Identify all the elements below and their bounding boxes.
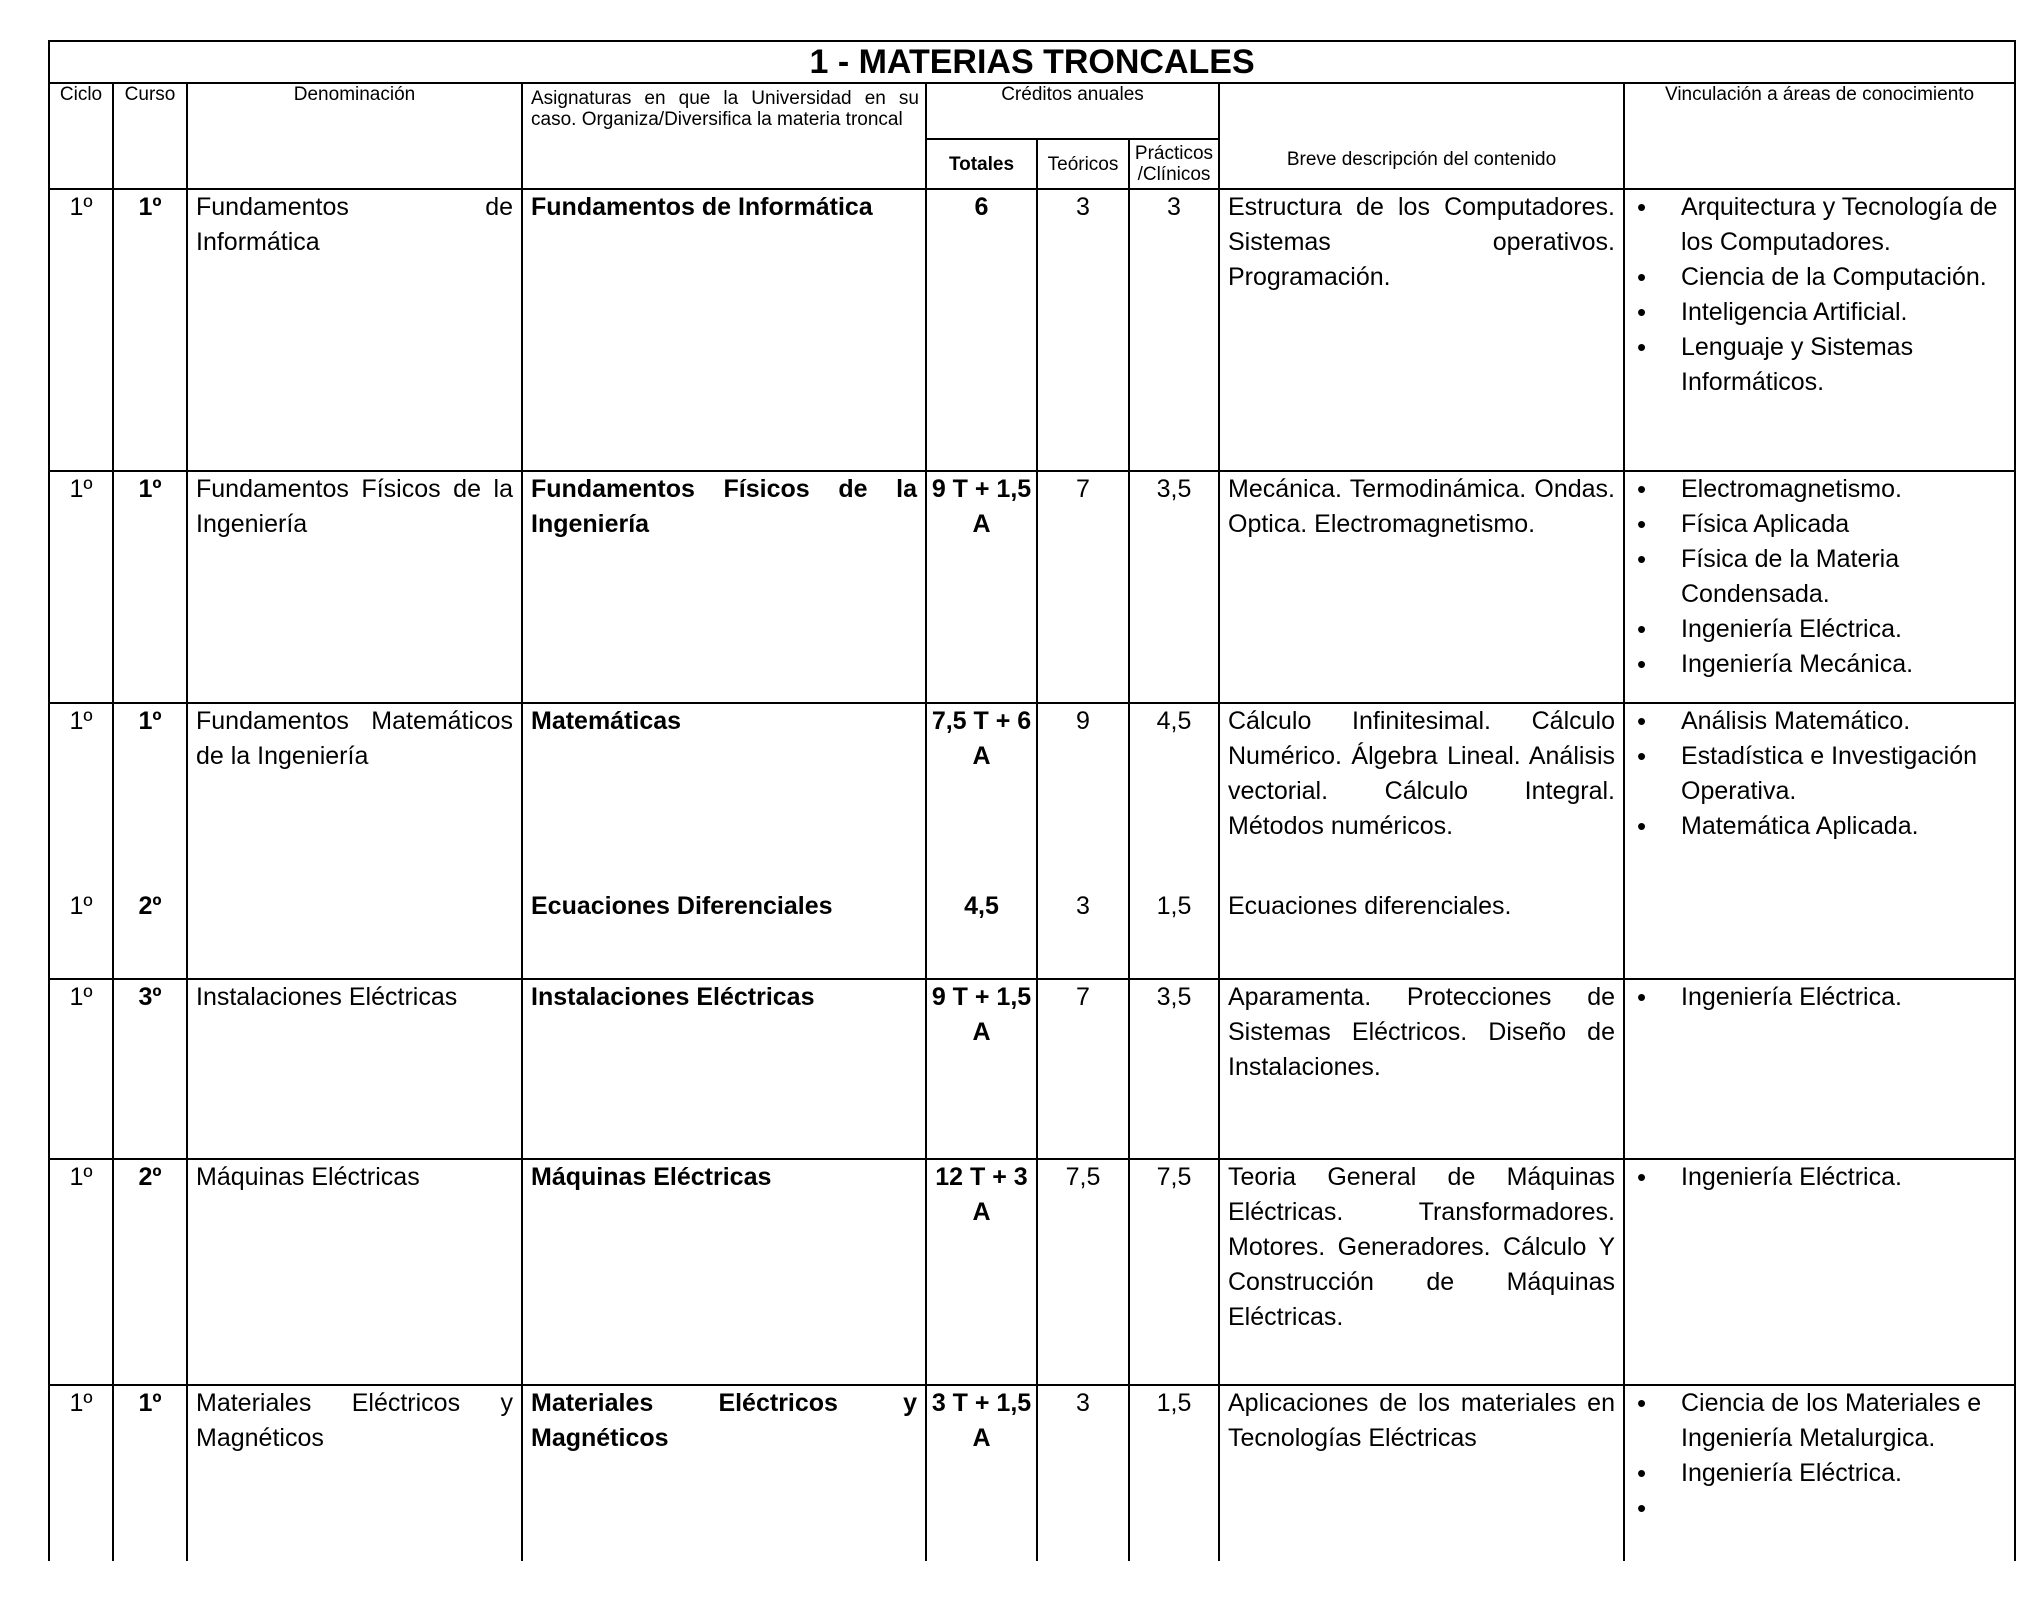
teoricos-cell: 7 bbox=[1037, 471, 1129, 703]
teoricos-cell: 3 bbox=[1037, 189, 1129, 471]
ciclo-cell: 1º bbox=[49, 889, 113, 979]
header-totales: Totales bbox=[926, 139, 1037, 189]
totales-cell: 7,5 T + 6 A bbox=[926, 703, 1037, 889]
area-item: • Estadística e Investigación Operativa. bbox=[1625, 739, 2014, 809]
denominacion-cell: Máquinas Eléctricas bbox=[187, 1159, 522, 1385]
table-row bbox=[49, 1159, 2015, 1385]
totales-cell: 12 T + 3 A bbox=[926, 1159, 1037, 1385]
table-row bbox=[49, 471, 2015, 703]
header-teoricos: Teóricos bbox=[1037, 139, 1129, 189]
curso-cell: 2º bbox=[113, 889, 187, 979]
practicos-cell: 7,5 bbox=[1129, 1159, 1219, 1385]
teoricos-cell: 7 bbox=[1037, 979, 1129, 1159]
asignatura-cell: Ecuaciones Diferenciales bbox=[522, 889, 926, 979]
areas-list bbox=[1625, 472, 2014, 682]
area-item: • Ciencia de la Computación. bbox=[1625, 260, 2014, 295]
curso-cell: 1º bbox=[113, 189, 187, 471]
materias-troncales-table bbox=[48, 40, 2016, 1561]
practicos-cell: 1,5 bbox=[1129, 1385, 1219, 1561]
area-item: • Física Aplicada bbox=[1625, 507, 2014, 542]
areas-cell bbox=[1624, 189, 2015, 471]
area-item: • Análisis Matemático. bbox=[1625, 704, 2014, 739]
denominacion-cell bbox=[187, 889, 522, 979]
areas-list bbox=[1625, 190, 2014, 400]
asignatura-cell: Matemáticas bbox=[522, 703, 926, 889]
table-row bbox=[49, 979, 2015, 1159]
denominacion-cell: Fundamentos Matemáticos de la Ingeniería bbox=[187, 703, 522, 889]
descripcion-cell: Estructura de los Computadores. Sistemas operativos. Programación. bbox=[1219, 189, 1624, 471]
descripcion-cell: Mecánica. Termodinámica. Ondas. Optica. Electromagnetismo. bbox=[1219, 471, 1624, 703]
areas-cell bbox=[1624, 979, 2015, 1159]
teoricos-cell: 9 bbox=[1037, 703, 1129, 889]
header-descripcion: Breve descripción del contenido bbox=[1219, 83, 1624, 189]
ciclo-cell: 1º bbox=[49, 979, 113, 1159]
table-row bbox=[49, 703, 2015, 889]
practicos-cell: 1,5 bbox=[1129, 889, 1219, 979]
table-row bbox=[49, 889, 2015, 979]
denominacion-cell: Materiales Eléctricos y Magnéticos bbox=[187, 1385, 522, 1561]
asignatura-cell: Instalaciones Eléctricas bbox=[522, 979, 926, 1159]
curso-cell: 2º bbox=[113, 1159, 187, 1385]
asignatura-cell: Fundamentos de Informática bbox=[522, 189, 926, 471]
teoricos-cell: 3 bbox=[1037, 1385, 1129, 1561]
ciclo-cell: 1º bbox=[49, 1159, 113, 1385]
area-item: • Electromagnetismo. bbox=[1625, 472, 2014, 507]
ciclo-cell: 1º bbox=[49, 189, 113, 471]
asignatura-cell: Fundamentos Físicos de la Ingeniería bbox=[522, 471, 926, 703]
area-item: • Inteligencia Artificial. bbox=[1625, 295, 2014, 330]
areas-cell bbox=[1624, 1385, 2015, 1561]
area-item: • Ingeniería Eléctrica. bbox=[1625, 1160, 2014, 1195]
header-asignaturas: Asignaturas en que la Universidad en su caso. Organiza/Diversifica la materia troncal bbox=[522, 83, 926, 189]
area-item: • Ingeniería Eléctrica. bbox=[1625, 612, 2014, 647]
area-item bbox=[1625, 1491, 2014, 1526]
table-row bbox=[49, 1385, 2015, 1561]
asignatura-cell: Materiales Eléctricos y Magnéticos bbox=[522, 1385, 926, 1561]
teoricos-cell: 7,5 bbox=[1037, 1159, 1129, 1385]
area-item: • Ingeniería Eléctrica. bbox=[1625, 980, 2014, 1015]
areas-cell bbox=[1624, 889, 2015, 979]
areas-list bbox=[1625, 1160, 2014, 1195]
asignatura-cell: Máquinas Eléctricas bbox=[522, 1159, 926, 1385]
practicos-cell: 4,5 bbox=[1129, 703, 1219, 889]
area-item: • Matemática Aplicada. bbox=[1625, 809, 2014, 844]
area-item: • Física de la Materia Condensada. bbox=[1625, 542, 2014, 612]
descripcion-cell: Teoria General de Máquinas Eléctricas. Transformadores. Motores. Generadores. Cálculo Y Construcción de Máquinas Eléctricas. bbox=[1219, 1159, 1624, 1385]
curso-cell: 1º bbox=[113, 471, 187, 703]
denominacion-cell: Fundamentos de Informática bbox=[187, 189, 522, 471]
totales-cell: 9 T + 1,5 A bbox=[926, 979, 1037, 1159]
ciclo-cell: 1º bbox=[49, 471, 113, 703]
area-item: • Arquitectura y Tecnología de los Computadores. bbox=[1625, 190, 2014, 260]
areas-list bbox=[1625, 980, 2014, 1015]
header-practicos: Prácticos /Clínicos bbox=[1129, 139, 1219, 189]
curso-cell: 3º bbox=[113, 979, 187, 1159]
ciclo-cell: 1º bbox=[49, 1385, 113, 1561]
areas-cell bbox=[1624, 703, 2015, 889]
header-denominacion: Denominación bbox=[187, 83, 522, 189]
descripcion-cell: Ecuaciones diferenciales. bbox=[1219, 889, 1624, 979]
ciclo-cell: 1º bbox=[49, 703, 113, 889]
header-creditos: Créditos anuales bbox=[926, 83, 1219, 139]
header-curso: Curso bbox=[113, 83, 187, 189]
totales-cell: 6 bbox=[926, 189, 1037, 471]
header-ciclo: Ciclo bbox=[49, 83, 113, 189]
descripcion-cell: Cálculo Infinitesimal. Cálculo Numérico. Álgebra Lineal. Análisis vectorial. Cálculo Integral. Métodos numéricos. bbox=[1219, 703, 1624, 889]
totales-cell: 9 T + 1,5 A bbox=[926, 471, 1037, 703]
descripcion-cell: Aparamenta. Protecciones de Sistemas Eléctricos. Diseño de Instalaciones. bbox=[1219, 979, 1624, 1159]
totales-cell: 3 T + 1,5 A bbox=[926, 1385, 1037, 1561]
practicos-cell: 3,5 bbox=[1129, 979, 1219, 1159]
curso-cell: 1º bbox=[113, 703, 187, 889]
teoricos-cell: 3 bbox=[1037, 889, 1129, 979]
denominacion-cell: Instalaciones Eléctricas bbox=[187, 979, 522, 1159]
header-vinculacion: Vinculación a áreas de conocimiento bbox=[1624, 83, 2015, 189]
area-item: • Ingeniería Eléctrica. bbox=[1625, 1456, 2014, 1491]
curso-cell: 1º bbox=[113, 1385, 187, 1561]
areas-list bbox=[1625, 704, 2014, 844]
totales-cell: 4,5 bbox=[926, 889, 1037, 979]
areas-cell bbox=[1624, 471, 2015, 703]
practicos-cell: 3,5 bbox=[1129, 471, 1219, 703]
practicos-cell: 3 bbox=[1129, 189, 1219, 471]
area-item: • Ingeniería Mecánica. bbox=[1625, 647, 2014, 682]
area-item: • Lenguaje y Sistemas Informáticos. bbox=[1625, 330, 2014, 400]
areas-cell bbox=[1624, 1159, 2015, 1385]
descripcion-cell: Aplicaciones de los materiales en Tecnologías Eléctricas bbox=[1219, 1385, 1624, 1561]
table-row bbox=[49, 189, 2015, 471]
area-item: • Ciencia de los Materiales e Ingeniería Metalurgica. bbox=[1625, 1386, 2014, 1456]
areas-list bbox=[1625, 1386, 2014, 1526]
table-title: 1 - MATERIAS TRONCALES bbox=[49, 41, 2015, 83]
denominacion-cell: Fundamentos Físicos de la Ingeniería bbox=[187, 471, 522, 703]
